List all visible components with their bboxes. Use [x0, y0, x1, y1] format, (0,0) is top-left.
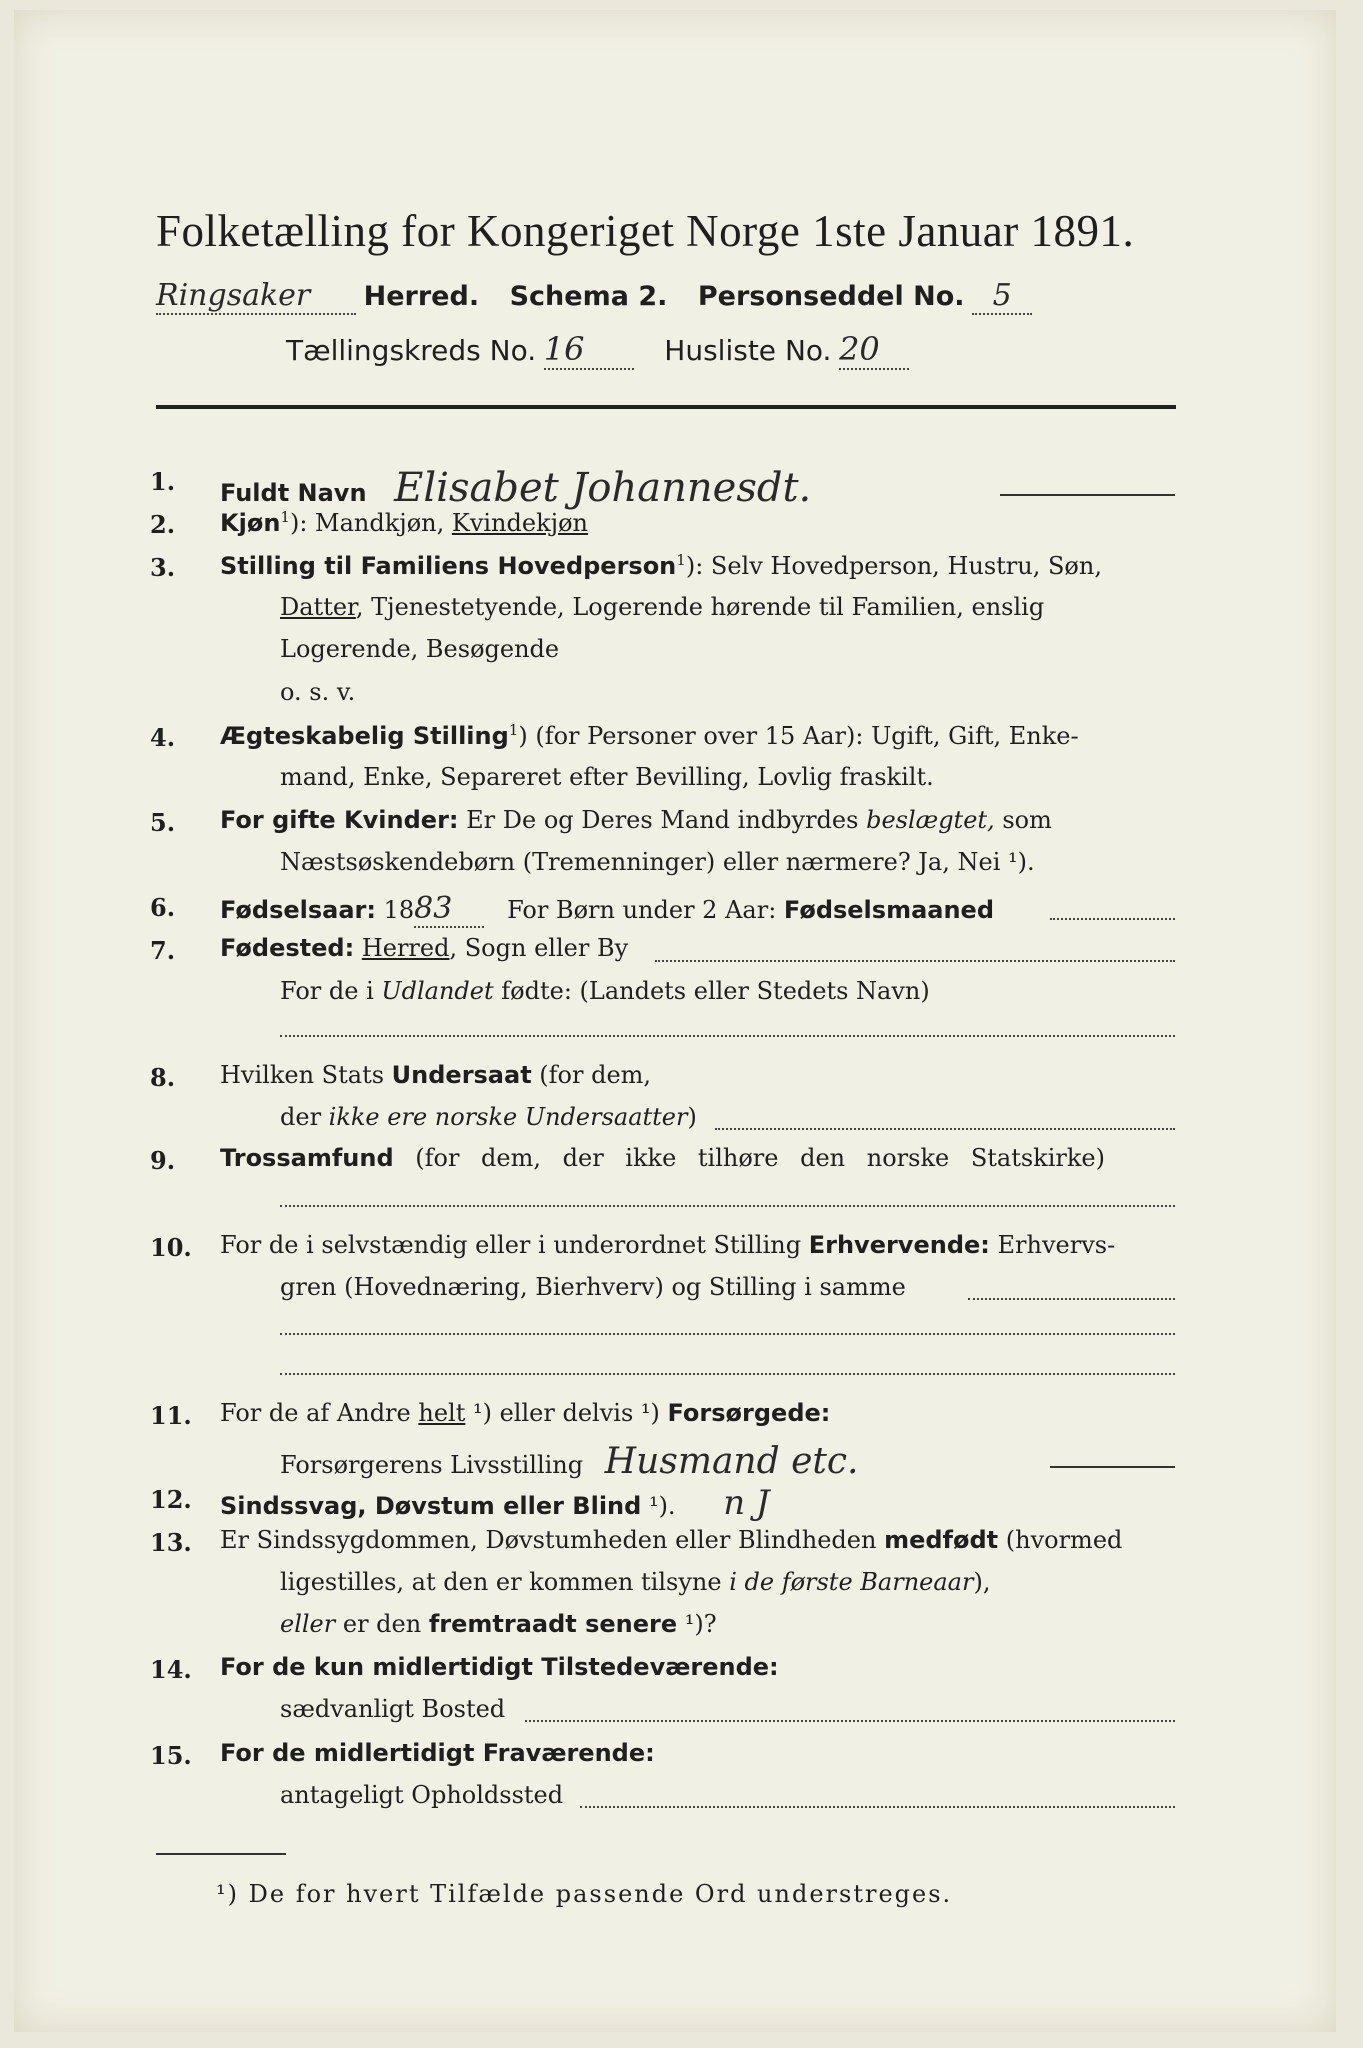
q11-fill	[1050, 1466, 1175, 1468]
q15-fill	[580, 1806, 1175, 1808]
q13-text3d: ¹)?	[677, 1610, 717, 1638]
q3-text2a: Datter	[280, 593, 356, 621]
q11-text1c: ¹) eller delvis ¹)	[465, 1399, 668, 1427]
q5-number: 5.	[150, 808, 176, 837]
q10-fill1	[968, 1298, 1175, 1300]
q13-row1	[220, 1526, 1122, 1554]
q6-value: 83	[414, 891, 484, 928]
q1-label: Fuldt Navn	[220, 479, 367, 507]
q13-text3a: eller	[280, 1610, 336, 1638]
q8-fill	[715, 1128, 1175, 1130]
q10-text1b: Erhvervende:	[808, 1231, 990, 1259]
q8-text2b: ikke ere norske Undersaatter	[328, 1103, 688, 1131]
q7-text2c: fødte: (Landets eller Stedets Navn)	[493, 977, 930, 1005]
q9-number: 9.	[150, 1146, 176, 1175]
q13-row2	[280, 1568, 990, 1596]
q7-label: Fødested:	[220, 934, 355, 962]
q3-label: Stilling til Familiens Hovedperson	[220, 552, 677, 580]
q3-text2b: , Tjenestetyende, Logerende hørende til Familien, enslig	[355, 593, 1045, 621]
q10-row2: gren (Hovednæring, Bierhverv) og Stilling i samme	[280, 1273, 906, 1301]
q5-text1a: Er De og Deres Mand indbyrdes	[458, 806, 867, 834]
q15-row1	[220, 1739, 655, 1767]
q3-row1: Stilling til Familiens Hovedperson$^1$): Selv Hovedperson, Hustru, Søn,	[220, 551, 1102, 580]
q4-row2: mand, Enke, Separeret efter Bevilling, Lovlig fraskilt.	[280, 763, 934, 791]
q1-fill	[1000, 494, 1175, 496]
q14-number: 14.	[150, 1655, 192, 1684]
q8-row1	[220, 1061, 651, 1089]
q13-text3c: fremtraadt senere	[428, 1610, 678, 1638]
q6-number: 6.	[150, 893, 176, 922]
q3-row2	[280, 593, 1044, 621]
q9-row	[220, 1144, 1105, 1172]
q11-row1	[220, 1399, 830, 1427]
q4-row1: Ægteskabelig Stilling$^1$) (for Personer over 15 Aar): Ugift, Gift, Enke-	[220, 721, 1079, 750]
q11-text2: Forsørgerens Livsstilling	[280, 1451, 584, 1479]
header-rule	[156, 405, 1176, 409]
q11-value: Husmand etc.	[604, 1441, 859, 1482]
taellingskreds-label: Tællingskreds No.	[286, 334, 537, 367]
q7-row1	[220, 934, 628, 962]
q13-text3b: er den	[335, 1610, 429, 1638]
taellingskreds-line	[286, 330, 909, 370]
q8-text1c: (for dem,	[531, 1061, 652, 1089]
q11-text1d: Forsørgede:	[667, 1399, 831, 1427]
q6-label2: Fødselsmaaned	[783, 896, 995, 924]
q7-text1a: Herred	[361, 934, 450, 962]
q12-value: n J	[723, 1483, 770, 1523]
q3-number: 3.	[150, 553, 176, 582]
q7-text2b: Udlandet	[381, 977, 494, 1005]
q1-value: Elisabet Johannesdt.	[394, 465, 812, 511]
q14-label: For de kun midlertidigt Tilstedeværende:	[220, 1653, 779, 1681]
q7-number: 7.	[150, 936, 176, 965]
q8-row2	[280, 1103, 697, 1131]
q5-label: For gifte Kvinder:	[220, 806, 459, 834]
taellingskreds-value: 16	[544, 330, 634, 370]
q10-fill2	[280, 1333, 1175, 1335]
footnote: ¹) De for hvert Tilfælde passende Ord understreges.	[216, 1880, 953, 1908]
q9-label: Trossamfund	[220, 1144, 394, 1172]
q8-text1b: Undersaat	[391, 1061, 532, 1089]
q6-row	[220, 891, 994, 928]
q14-row2: sædvanligt Bosted	[280, 1695, 506, 1723]
q1-row	[220, 465, 811, 511]
footnote-rule	[156, 1853, 286, 1855]
q7-row2	[280, 977, 930, 1005]
q1-number: 1.	[150, 467, 176, 496]
q10-row1	[220, 1231, 1115, 1259]
husliste-label: Husliste No.	[664, 334, 832, 367]
q15-row2: antageligt Opholdssted	[280, 1781, 564, 1809]
q14-row1	[220, 1653, 779, 1681]
q13-text2a: ligestilles, at den er kommen tilsyne	[280, 1568, 730, 1596]
personseddel-value: 5	[972, 278, 1032, 315]
q10-fill3	[280, 1373, 1175, 1375]
q13-row3	[280, 1610, 717, 1638]
q13-text2c: ),	[973, 1568, 991, 1596]
q12-text: ¹).	[641, 1492, 676, 1520]
q2-row: Kjøn$^1$): Mandkjøn, Kvindekjøn	[220, 508, 588, 537]
q10-number: 10.	[150, 1233, 192, 1262]
schema-label: Schema 2.	[509, 281, 668, 312]
q5-text1c: som	[994, 806, 1052, 834]
q13-text1c: (hvormed	[998, 1526, 1123, 1554]
q13-text1b: medfødt	[884, 1526, 999, 1554]
q8-text1a: Hvilken Stats	[220, 1061, 392, 1089]
personseddel-label: Personseddel No.	[697, 281, 965, 312]
q4-label: Ægteskabelig Stilling	[220, 722, 509, 750]
q11-row2	[280, 1441, 858, 1482]
q8-number: 8.	[150, 1063, 176, 1092]
q8-text2a: der	[280, 1103, 329, 1131]
q9-fill	[280, 1205, 1175, 1207]
q6-fill	[1050, 918, 1175, 920]
q4-text1: ) (for Personer over 15 Aar): Ugift, Gift, Enke-	[518, 722, 1079, 750]
q3-row3: Logerende, Besøgende	[280, 635, 560, 663]
q7-fill2	[280, 1035, 1175, 1037]
q2-label: Kjøn	[220, 509, 281, 537]
q8-text2c: )	[687, 1103, 697, 1131]
q12-row	[220, 1483, 770, 1523]
herred-line	[156, 278, 1032, 315]
q13-text1a: Er Sindssygdommen, Døvstumheden eller Blindheden	[220, 1526, 885, 1554]
q12-number: 12.	[150, 1485, 192, 1514]
q5-text1b: beslægtet,	[866, 806, 995, 834]
q12-label: Sindssvag, Døvstum eller Blind	[220, 1492, 642, 1520]
q6-prefix: 18	[376, 896, 415, 924]
q14-fill	[525, 1720, 1175, 1722]
q11-text1b: helt	[418, 1399, 466, 1427]
q13-text2b: i de første Barneaar	[729, 1568, 974, 1596]
herred-value: Ringsaker	[156, 278, 356, 315]
q5-row2: Næstsøskendebørn (Tremenninger) eller nærmere? Ja, Nei ¹).	[280, 848, 1035, 876]
q15-label: For de midlertidigt Fraværende:	[220, 1739, 655, 1767]
q2-number: 2.	[150, 510, 176, 539]
q7-text2a: For de i	[280, 977, 382, 1005]
husliste-value: 20	[839, 330, 909, 370]
q5-row1	[220, 806, 1052, 834]
form-title: Folketælling for Kongeriget Norge 1ste Januar 1891.	[156, 206, 1135, 256]
q7-text1b: , Sogn eller By	[449, 934, 629, 962]
herred-label: Herred.	[363, 281, 480, 312]
q6-text: For Børn under 2 Aar:	[507, 896, 784, 924]
q11-number: 11.	[150, 1401, 192, 1430]
q4-number: 4.	[150, 723, 176, 752]
q6-label: Fødselsaar:	[220, 896, 376, 924]
q10-text1c: Erhvervs-	[989, 1231, 1116, 1259]
q15-number: 15.	[150, 1741, 192, 1770]
q9-text: (for dem, der ikke tilhøre den norske Statskirke)	[393, 1144, 1105, 1172]
q3-text1: ): Selv Hovedperson, Hustru, Søn,	[685, 552, 1102, 580]
q2-text-b: Kvindekjøn	[451, 509, 588, 537]
q7-fill1	[655, 960, 1175, 962]
q10-text1a: For de i selvstændig eller i underordnet Stilling	[220, 1231, 809, 1259]
q2-text-a: ): Mandkjøn,	[289, 509, 452, 537]
q11-text1a: For de af Andre	[220, 1399, 419, 1427]
q13-number: 13.	[150, 1528, 192, 1557]
q3-row4: o. s. v.	[280, 678, 356, 706]
